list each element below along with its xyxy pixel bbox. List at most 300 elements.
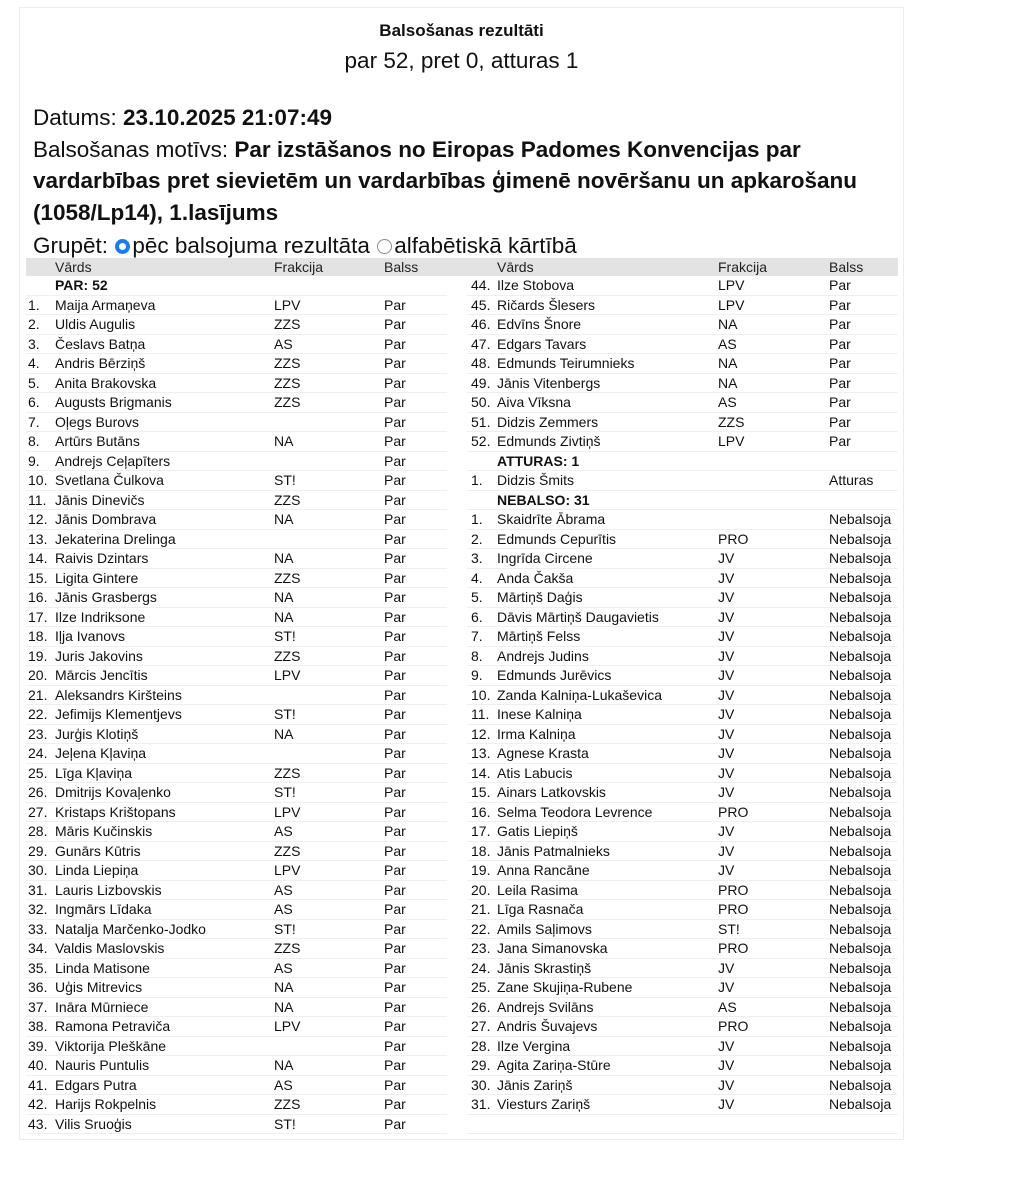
member-faction: NA — [274, 979, 294, 995]
member-vote: Nebalsoja — [829, 979, 892, 995]
member-faction: ST! — [274, 784, 296, 800]
member-vote: Par — [384, 745, 406, 761]
member-vote: Par — [384, 550, 406, 566]
member-name: Viktorija Pleškāne — [55, 1037, 167, 1054]
member-faction: ST! — [274, 472, 296, 488]
member-vote: Nebalsoja — [829, 784, 892, 800]
member-vote: Nebalsoja — [829, 667, 892, 683]
table-row — [467, 471, 898, 491]
motive-value: Par izstāšanos no Eiropas Padomes Konvencijas par vardarbības pret sievietēm un vardarbības ģimenē novēršanu un apkarošanu (1058/Lp14), 1.lasījums — [33, 136, 858, 225]
member-vote: Par — [384, 881, 406, 898]
column-header-faction: Frakcija — [274, 259, 324, 275]
member-vote: Par — [829, 413, 851, 430]
row-number: 13. — [471, 745, 491, 761]
row-number: 46. — [471, 316, 491, 332]
member-faction: ZZS — [718, 413, 745, 430]
table-row — [26, 744, 447, 764]
member-vote: Par — [384, 511, 406, 527]
member-faction: JV — [718, 550, 735, 566]
page-title: Balsošanas rezultāti — [379, 21, 544, 40]
member-name: Jānis Dinevičs — [55, 491, 145, 508]
table-row — [26, 978, 447, 998]
motive-label: Balsošanas motīvs: — [33, 136, 229, 162]
table-row — [26, 588, 447, 608]
member-name: Ainars Latkovskis — [497, 784, 606, 800]
member-faction: NA — [274, 433, 294, 449]
row-number: 11. — [28, 491, 47, 508]
member-vote: Par — [829, 374, 851, 391]
member-name: Valdis Maslovskis — [55, 940, 165, 956]
row-number: 8. — [471, 647, 483, 664]
group-by-control — [33, 233, 577, 259]
member-faction: LPV — [274, 803, 301, 820]
table-row — [467, 374, 898, 394]
row-number: 24. — [28, 745, 48, 761]
table-row — [26, 842, 447, 862]
member-vote: Par — [384, 608, 406, 625]
group-header-label: ATTURAS: 1 — [497, 452, 580, 469]
date-value: 23.10.2025 21:07:49 — [123, 105, 332, 130]
member-faction: JV — [718, 1096, 735, 1112]
row-number: 22. — [471, 920, 491, 937]
member-vote: Par — [384, 472, 406, 488]
member-name: Jana Simanovska — [497, 940, 608, 956]
row-number: 50. — [471, 394, 491, 410]
member-vote: Par — [384, 335, 406, 352]
member-name: Edmunds Zivtiņš — [497, 433, 601, 449]
member-vote: Nebalsoja — [829, 569, 892, 586]
member-vote: Par — [384, 316, 406, 332]
table-row — [26, 1017, 447, 1037]
member-name: Linda Liepiņa — [55, 862, 139, 878]
table-row — [26, 549, 447, 569]
table-row — [26, 764, 447, 784]
member-vote: Nebalsoja — [829, 803, 892, 820]
table-row — [467, 627, 898, 647]
row-number: 31. — [471, 1096, 491, 1112]
table-row — [26, 803, 447, 823]
row-number: 20. — [28, 667, 48, 683]
member-name: Ingmārs Līdaka — [55, 901, 152, 917]
table-row — [467, 959, 898, 979]
table-row — [467, 354, 898, 374]
member-faction: AS — [274, 1076, 293, 1093]
row-number: 19. — [28, 647, 48, 664]
member-name: Didzis Zemmers — [497, 413, 599, 430]
member-name: Jānis Vitenbergs — [497, 374, 601, 391]
group-label: Grupēt: — [33, 233, 109, 258]
member-faction: PRO — [718, 940, 749, 956]
row-number: 6. — [28, 394, 40, 410]
member-vote: Nebalsoja — [829, 764, 892, 781]
member-faction: JV — [718, 569, 735, 586]
row-number: 26. — [28, 784, 48, 800]
member-vote: Nebalsoja — [829, 1096, 892, 1112]
member-vote: Nebalsoja — [829, 1018, 892, 1034]
member-vote: Nebalsoja — [829, 1057, 892, 1073]
member-name: Ilze Indriksone — [55, 608, 146, 625]
member-name: Ričards Šlesers — [497, 296, 596, 313]
table-row — [467, 783, 898, 803]
member-vote: Par — [384, 784, 406, 800]
member-name: Nauris Puntulis — [55, 1057, 150, 1073]
member-vote: Par — [384, 940, 406, 956]
member-name: Agnese Krasta — [497, 745, 589, 761]
row-number: 5. — [471, 589, 483, 605]
table-row — [467, 276, 898, 296]
table-row — [467, 939, 898, 959]
member-name: Jānis Zariņš — [497, 1076, 573, 1093]
member-name: Svetlana Čulkova — [55, 472, 164, 488]
group-option-label[interactable]: pēc balsojuma rezultāta — [132, 233, 370, 258]
row-number: 23. — [471, 940, 491, 956]
member-name: Māris Kučinskis — [55, 823, 153, 839]
member-vote: Par — [384, 842, 406, 859]
row-number: 9. — [28, 452, 40, 469]
row-number: 48. — [471, 355, 491, 371]
member-faction: JV — [718, 979, 735, 995]
member-vote: Par — [384, 998, 406, 1015]
member-vote: Par — [384, 413, 406, 430]
row-number: 12. — [471, 725, 491, 742]
member-vote: Nebalsoja — [829, 940, 892, 956]
member-vote: Par — [829, 277, 851, 293]
results-table-left — [26, 258, 447, 1134]
column-header-vote: Balss — [384, 259, 419, 275]
table-row — [467, 647, 898, 667]
member-name: Viesturs Zariņš — [497, 1096, 591, 1112]
member-faction: LPV — [274, 862, 301, 878]
member-name: Jānis Dombrava — [55, 511, 157, 527]
row-number: 1. — [471, 472, 483, 488]
table-row — [26, 881, 447, 901]
member-vote: Par — [384, 452, 406, 469]
table-row — [26, 686, 447, 706]
row-number: 12. — [28, 511, 48, 527]
member-name: Dāvis Mārtiņš Daugavietis — [497, 608, 659, 625]
table-row — [467, 764, 898, 784]
row-number: 11. — [471, 706, 490, 722]
row-number: 23. — [28, 725, 48, 742]
table-row — [26, 510, 447, 530]
member-name: Ingrīda Circene — [497, 550, 593, 566]
member-name: Edvīns Šnore — [497, 316, 582, 332]
member-faction: NA — [718, 316, 738, 332]
member-name: Gunārs Kūtris — [55, 842, 141, 859]
row-number: 37. — [28, 998, 48, 1015]
member-name: Atis Labucis — [497, 764, 573, 781]
member-vote: Par — [829, 335, 851, 352]
member-vote: Nebalsoja — [829, 959, 892, 976]
table-row — [26, 725, 447, 745]
row-number: 30. — [28, 862, 48, 878]
member-vote: Par — [384, 1096, 406, 1112]
member-faction: JV — [718, 686, 735, 703]
member-name: Edmunds Jurēvics — [497, 667, 612, 683]
row-number: 4. — [28, 355, 40, 371]
table-row — [467, 432, 898, 452]
member-faction: PRO — [718, 803, 749, 820]
member-name: Uģis Mitrevics — [55, 979, 143, 995]
group-option-by-result[interactable] — [114, 233, 370, 258]
member-name: Kristaps Krištopans — [55, 803, 176, 820]
member-faction: AS — [274, 881, 293, 898]
member-vote: Nebalsoja — [829, 550, 892, 566]
member-vote: Nebalsoja — [829, 823, 892, 839]
group-header-par — [26, 276, 447, 296]
member-name: Līga Kļaviņa — [55, 764, 133, 781]
member-name: Andrejs Judins — [497, 647, 589, 664]
row-number: 25. — [28, 764, 48, 781]
row-number: 9. — [471, 667, 483, 683]
member-name: Leila Rasima — [497, 881, 578, 898]
member-vote: Par — [384, 1115, 406, 1132]
member-vote: Par — [384, 589, 406, 605]
member-name: Andris Bērziņš — [55, 355, 146, 371]
member-vote: Nebalsoja — [829, 745, 892, 761]
member-faction: JV — [718, 628, 735, 644]
column-header-faction: Frakcija — [718, 259, 768, 275]
table-row — [26, 354, 447, 374]
member-vote: Par — [384, 491, 406, 508]
table-row — [467, 1037, 898, 1057]
member-name: Aleksandrs Kiršteins — [55, 686, 182, 703]
row-number: 5. — [28, 374, 40, 391]
member-name: Linda Matisone — [55, 959, 150, 976]
member-name: Anda Čakša — [497, 569, 574, 586]
member-faction: ST! — [274, 1115, 296, 1132]
row-number: 31. — [28, 881, 48, 898]
member-name: Gatis Liepiņš — [497, 823, 578, 839]
member-name: Ināra Mūrniece — [55, 998, 149, 1015]
row-number: 21. — [471, 901, 491, 917]
radio-unselected-icon[interactable] — [377, 239, 392, 254]
row-number: 47. — [471, 335, 491, 352]
row-number: 4. — [471, 569, 483, 586]
member-name: Harijs Rokpelnis — [55, 1096, 157, 1112]
member-name: Lauris Lizbovskis — [55, 881, 162, 898]
member-name: Mārtiņš Daģis — [497, 589, 583, 605]
member-name: Aiva Vīksna — [497, 394, 571, 410]
member-vote: Nebalsoja — [829, 608, 892, 625]
radio-selected-icon[interactable] — [115, 239, 130, 254]
table-row — [26, 666, 447, 686]
member-faction: NA — [274, 511, 294, 527]
vote-summary: par 52, pret 0, atturas 1 — [344, 48, 579, 73]
member-name: Vilis Sruoģis — [55, 1115, 132, 1132]
member-vote: Par — [384, 706, 406, 722]
member-faction: LPV — [274, 667, 301, 683]
member-name: Natalja Marčenko-Jodko — [55, 920, 206, 937]
table-row — [26, 900, 447, 920]
member-vote: Par — [829, 296, 851, 313]
row-number: 30. — [471, 1076, 491, 1093]
table-row — [26, 1076, 447, 1096]
member-faction: JV — [718, 842, 735, 859]
member-vote: Par — [384, 725, 406, 742]
row-number: 19. — [471, 862, 491, 878]
member-faction: NA — [718, 374, 738, 391]
column-header-name: Vārds — [497, 259, 534, 275]
member-name: Andrejs Ceļapīters — [55, 452, 171, 469]
member-faction: JV — [718, 764, 735, 781]
member-faction: AS — [274, 335, 293, 352]
member-vote: Par — [829, 394, 851, 410]
table-row — [26, 1037, 447, 1057]
motive-line — [33, 134, 893, 229]
table-row — [26, 939, 447, 959]
member-name: Iļja Ivanovs — [55, 628, 126, 644]
table-row — [26, 627, 447, 647]
table-row — [26, 998, 447, 1018]
table-row — [26, 315, 447, 335]
table-row — [467, 569, 898, 589]
table-row — [467, 1076, 898, 1096]
member-faction: AS — [718, 394, 737, 410]
table-row — [467, 608, 898, 628]
vote-results-panel — [19, 7, 904, 1140]
member-faction: NA — [274, 1057, 294, 1073]
member-vote: Nebalsoja — [829, 686, 892, 703]
row-number: 45. — [471, 296, 491, 313]
row-number: 25. — [471, 979, 491, 995]
table-row — [26, 608, 447, 628]
member-faction: JV — [718, 1057, 735, 1073]
table-row — [467, 725, 898, 745]
member-name: Ilze Vergina — [497, 1037, 571, 1054]
table-row — [467, 900, 898, 920]
member-name: Agita Zariņa-Stūre — [497, 1057, 611, 1073]
member-faction: ST! — [718, 920, 740, 937]
row-number: 32. — [28, 901, 48, 917]
table-row — [26, 374, 447, 394]
group-option-label[interactable]: alfabētiskā kārtībā — [394, 233, 577, 258]
member-vote: Par — [384, 355, 406, 371]
member-faction: PRO — [718, 1018, 749, 1034]
row-number: 33. — [28, 920, 48, 937]
member-faction: LPV — [718, 433, 745, 449]
member-name: Jurģis Klotiņš — [55, 725, 139, 742]
row-number: 35. — [28, 959, 48, 976]
member-faction: JV — [718, 862, 735, 878]
row-number: 27. — [471, 1018, 491, 1034]
row-number: 27. — [28, 803, 48, 820]
member-vote: Nebalsoja — [829, 706, 892, 722]
table-row — [26, 920, 447, 940]
row-number: 28. — [28, 823, 48, 839]
row-number: 7. — [471, 628, 483, 644]
member-vote: Par — [384, 374, 406, 391]
row-number: 26. — [471, 998, 491, 1015]
row-number: 13. — [28, 530, 48, 547]
member-name: Amils Saļimovs — [497, 920, 592, 937]
table-row — [467, 1017, 898, 1037]
member-vote: Par — [384, 1037, 406, 1054]
row-number: 18. — [471, 842, 491, 859]
row-number: 2. — [471, 530, 483, 547]
member-faction: ZZS — [274, 647, 301, 664]
member-name: Ligita Gintere — [55, 569, 139, 586]
member-vote: Par — [384, 530, 406, 547]
member-faction: JV — [718, 589, 735, 605]
member-name: Maija Armaņeva — [55, 296, 156, 313]
member-faction: ZZS — [274, 355, 301, 371]
group-option-alphabetical[interactable] — [376, 233, 577, 258]
table-row — [467, 705, 898, 725]
member-vote: Par — [829, 316, 851, 332]
member-name: Dmitrijs Kovaļenko — [55, 784, 171, 800]
member-vote: Par — [384, 569, 406, 586]
member-faction: NA — [274, 608, 294, 625]
row-number: 34. — [28, 940, 48, 956]
member-name: Raivis Dzintars — [55, 550, 149, 566]
row-number: 17. — [471, 823, 491, 839]
member-faction: ZZS — [274, 569, 301, 586]
table-row — [26, 530, 447, 550]
table-row — [26, 959, 447, 979]
row-number: 16. — [471, 803, 491, 820]
member-vote: Nebalsoja — [829, 998, 892, 1015]
row-number: 52. — [471, 433, 491, 449]
member-name: Jeļena Kļaviņa — [55, 745, 147, 761]
row-number: 3. — [28, 335, 40, 352]
row-number: 8. — [28, 433, 40, 449]
member-faction: PRO — [718, 901, 749, 917]
table-row — [467, 666, 898, 686]
table-row — [26, 471, 447, 491]
member-name: Mārcis Jencītis — [55, 667, 148, 683]
table-row — [26, 1095, 447, 1115]
member-name: Edmunds Cepurītis — [497, 530, 617, 547]
table-row — [467, 803, 898, 823]
member-name: Oļegs Burovs — [55, 413, 140, 430]
row-number: 16. — [28, 589, 48, 605]
member-faction: LPV — [718, 296, 745, 313]
member-faction: PRO — [718, 881, 749, 898]
member-name: Anita Brakovska — [55, 374, 157, 391]
table-row — [467, 861, 898, 881]
member-vote: Nebalsoja — [829, 530, 892, 547]
table-row — [467, 744, 898, 764]
table-row — [26, 861, 447, 881]
row-number: 1. — [471, 511, 483, 527]
member-name: Andris Šuvajevs — [497, 1018, 598, 1034]
row-number: 21. — [28, 686, 48, 703]
member-vote: Par — [384, 628, 406, 644]
member-faction: ST! — [274, 706, 296, 722]
member-vote: Par — [384, 1076, 406, 1093]
member-vote: Par — [384, 901, 406, 917]
member-name: Artūrs Butāns — [55, 433, 140, 449]
member-faction: AS — [274, 901, 293, 917]
member-faction: JV — [718, 725, 735, 742]
row-number: 10. — [471, 686, 491, 703]
table-row — [467, 1056, 898, 1076]
table-row — [467, 1095, 898, 1115]
member-faction: JV — [718, 647, 735, 664]
row-number: 7. — [28, 413, 40, 430]
row-number: 1. — [28, 296, 40, 313]
table-row — [467, 588, 898, 608]
member-vote: Nebalsoja — [829, 628, 892, 644]
member-vote: Par — [384, 394, 406, 410]
row-number: 44. — [471, 277, 491, 293]
table-row — [467, 686, 898, 706]
member-faction: ST! — [274, 920, 296, 937]
member-name: Jānis Skrastiņš — [497, 959, 592, 976]
table-row — [467, 978, 898, 998]
member-vote: Nebalsoja — [829, 511, 892, 527]
